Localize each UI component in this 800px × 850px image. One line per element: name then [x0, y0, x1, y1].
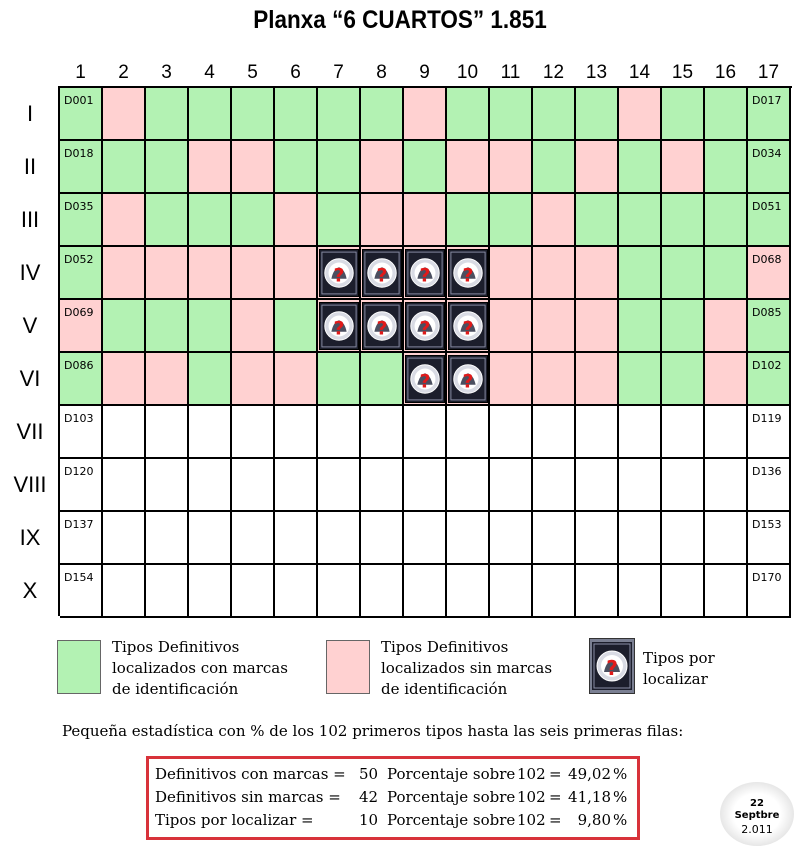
row-header-I: I	[26, 101, 34, 126]
stats-pct: 9,80	[577, 811, 611, 829]
stats-base: 102	[517, 765, 546, 783]
plate-cell	[748, 459, 791, 512]
plate-cell	[576, 141, 619, 194]
plate-cell	[146, 512, 189, 565]
column-header-13: 13	[585, 62, 608, 83]
plate-cell	[275, 194, 318, 247]
stats-text: Porcentaje sobre	[387, 788, 516, 806]
column-header-16: 16	[714, 62, 737, 83]
legend-green-text	[112, 637, 288, 700]
plate-cell	[619, 512, 662, 565]
plate-cell	[361, 194, 404, 247]
stats-base: 102	[517, 811, 546, 829]
plate-cell	[748, 300, 791, 353]
plate-cell	[705, 565, 748, 618]
plate-cell	[533, 247, 576, 300]
plate-cell	[275, 459, 318, 512]
cell-type-label: D136	[752, 465, 782, 478]
legend-green-line-2: localizados con marcas	[112, 659, 288, 677]
plate-cell	[189, 88, 232, 141]
stats-text: Porcentaje sobre	[387, 765, 516, 783]
cell-type-label: D068	[752, 253, 782, 266]
plate-cell	[232, 300, 275, 353]
plate-cell	[447, 300, 490, 353]
cell-type-label: D052	[64, 253, 94, 266]
plate-cell	[533, 406, 576, 459]
row-header-X: X	[22, 578, 38, 603]
plate-cell	[619, 459, 662, 512]
plate-cell	[533, 88, 576, 141]
plate-cell	[232, 459, 275, 512]
plate-cell	[404, 459, 447, 512]
plate-cell	[361, 565, 404, 618]
date-month: Septbre	[734, 810, 780, 821]
column-header-7: 7	[333, 62, 344, 83]
plate-cell	[404, 300, 447, 353]
cell-type-label: D120	[64, 465, 94, 478]
plate-cell	[705, 353, 748, 406]
stamp-question-icon	[319, 249, 359, 297]
legend-green-swatch	[57, 640, 101, 694]
svg-text:?: ?	[606, 656, 618, 680]
stats-count: 42	[359, 788, 379, 806]
plate-cell	[318, 88, 361, 141]
stamp-question-icon	[362, 302, 402, 350]
svg-text:?: ?	[462, 264, 474, 287]
plate-cell	[533, 512, 576, 565]
stamp-question-icon	[405, 355, 445, 403]
plate-cell	[748, 194, 791, 247]
stamp-question-icon	[448, 355, 488, 403]
plate-cell	[576, 565, 619, 618]
plate-cell	[662, 194, 705, 247]
plate-cell	[576, 459, 619, 512]
plate-cell	[103, 512, 146, 565]
plate-cell	[103, 353, 146, 406]
stats-sign: %	[613, 765, 628, 783]
plate-cell	[275, 512, 318, 565]
column-header-10: 10	[456, 62, 479, 83]
svg-text:?: ?	[376, 264, 388, 287]
plate-cell	[146, 300, 189, 353]
stats-label: Tipos por localizar =	[155, 811, 314, 829]
legend-stamp-line-2: localizar	[643, 670, 708, 688]
stats-pct: 41,18	[568, 788, 611, 806]
legend-green-line-3: de identificación	[112, 680, 239, 698]
date-seal	[720, 782, 794, 846]
plate-cell	[275, 353, 318, 406]
plate-cell	[318, 247, 361, 300]
plate-cell	[490, 459, 533, 512]
plate-cell	[404, 406, 447, 459]
plate-cell	[189, 512, 232, 565]
plate-cell	[619, 406, 662, 459]
plate-cell	[275, 88, 318, 141]
plate-cell	[189, 141, 232, 194]
plate-cell	[361, 512, 404, 565]
cell-type-label: D034	[752, 147, 782, 160]
plate-cell	[275, 141, 318, 194]
plate-cell	[533, 300, 576, 353]
plate-cell	[60, 512, 103, 565]
column-header-17: 17	[757, 62, 780, 83]
plate-cell	[619, 88, 662, 141]
cell-type-label: D069	[64, 306, 94, 319]
plate-cell	[189, 194, 232, 247]
date-day: 22	[750, 798, 764, 809]
plate-cell	[103, 459, 146, 512]
plate-cell	[705, 406, 748, 459]
plate-cell	[447, 565, 490, 618]
column-header-8: 8	[376, 62, 387, 83]
plate-cell	[490, 406, 533, 459]
plate-cell	[705, 247, 748, 300]
plate-cell	[490, 247, 533, 300]
plate-cell	[103, 141, 146, 194]
cell-type-label: D103	[64, 412, 94, 425]
svg-text:?: ?	[419, 317, 431, 340]
plate-cell	[490, 512, 533, 565]
plate-cell	[146, 406, 189, 459]
plate-cell	[189, 406, 232, 459]
plate-cell	[232, 565, 275, 618]
plate-cell	[60, 300, 103, 353]
cell-type-label: D102	[752, 359, 782, 372]
column-header-3: 3	[161, 62, 172, 83]
plate-cell	[146, 459, 189, 512]
plate-cell	[705, 194, 748, 247]
cell-type-label: D035	[64, 200, 94, 213]
column-header-9: 9	[419, 62, 430, 83]
plate-cell	[619, 141, 662, 194]
legend-pink-line-3: de identificación	[381, 680, 508, 698]
column-header-5: 5	[247, 62, 258, 83]
plate-cell	[318, 194, 361, 247]
plate-cell	[490, 300, 533, 353]
plate-cell	[60, 406, 103, 459]
column-header-6: 6	[290, 62, 301, 83]
plate-cell	[361, 353, 404, 406]
stats-sign: %	[613, 788, 628, 806]
plate-cell	[619, 300, 662, 353]
cell-type-label: D017	[752, 94, 782, 107]
column-header-12: 12	[542, 62, 565, 83]
plate-cell	[60, 194, 103, 247]
stamp-question-icon	[448, 302, 488, 350]
row-header-III: III	[20, 207, 40, 232]
plate-cell	[748, 565, 791, 618]
plate-cell	[146, 88, 189, 141]
cell-type-label: D086	[64, 359, 94, 372]
stats-label: Definitivos con marcas =	[155, 765, 346, 783]
plate-cell	[318, 141, 361, 194]
row-header-VIII: VIII	[13, 472, 47, 497]
plate-cell	[404, 141, 447, 194]
plate-cell	[748, 512, 791, 565]
plate-cell	[533, 141, 576, 194]
plate-cell	[361, 406, 404, 459]
plate-cell	[275, 565, 318, 618]
stats-eq: =	[549, 788, 562, 806]
plate-cell	[60, 459, 103, 512]
plate-cell	[60, 565, 103, 618]
plate-cell	[619, 565, 662, 618]
page-title: Planxa “6 CUARTOS” 1.851	[253, 6, 547, 34]
plate-cell	[318, 353, 361, 406]
plate-cell	[318, 406, 361, 459]
plate-grid	[58, 86, 792, 616]
plate-cell	[361, 459, 404, 512]
svg-text:?: ?	[333, 264, 345, 287]
column-header-4: 4	[204, 62, 215, 83]
svg-text:?: ?	[333, 317, 345, 340]
stats-intro: Pequeña estadística con % de los 102 primeros tipos hasta las seis primeras filas:	[62, 722, 684, 740]
plate-cell	[447, 141, 490, 194]
plate-cell	[318, 565, 361, 618]
plate-cell	[60, 141, 103, 194]
plate-cell	[576, 353, 619, 406]
plate-cell	[60, 88, 103, 141]
plate-cell	[705, 141, 748, 194]
row-header-VI: VI	[19, 366, 41, 391]
plate-cell	[361, 141, 404, 194]
plate-cell	[576, 300, 619, 353]
plate-cell	[404, 565, 447, 618]
plate-cell	[103, 300, 146, 353]
plate-cell	[705, 459, 748, 512]
stats-box	[146, 756, 640, 840]
cell-type-label: D119	[752, 412, 782, 425]
plate-cell	[533, 194, 576, 247]
svg-text:?: ?	[419, 370, 431, 393]
row-header-IV: IV	[19, 260, 41, 285]
plate-cell	[662, 88, 705, 141]
plate-cell	[619, 353, 662, 406]
stats-eq: =	[549, 765, 562, 783]
cell-type-label: D001	[64, 94, 94, 107]
plate-cell	[705, 512, 748, 565]
plate-cell	[490, 194, 533, 247]
plate-cell	[533, 459, 576, 512]
cell-type-label: D170	[752, 571, 782, 584]
cell-type-label: D085	[752, 306, 782, 319]
plate-cell	[275, 300, 318, 353]
plate-cell	[404, 88, 447, 141]
column-header-14: 14	[628, 62, 651, 83]
plate-cell	[447, 194, 490, 247]
plate-cell	[146, 353, 189, 406]
stats-label: Definitivos sin marcas =	[155, 788, 341, 806]
cell-type-label: D137	[64, 518, 94, 531]
plate-cell	[447, 88, 490, 141]
column-header-1: 1	[75, 62, 86, 83]
plate-cell	[404, 247, 447, 300]
plate-cell	[619, 247, 662, 300]
stamp-question-icon	[405, 249, 445, 297]
plate-cell	[232, 88, 275, 141]
plate-cell	[447, 353, 490, 406]
stamp-question-icon	[319, 302, 359, 350]
svg-text:?: ?	[462, 370, 474, 393]
plate-cell	[103, 88, 146, 141]
plate-cell	[189, 459, 232, 512]
row-header-V: V	[22, 313, 38, 338]
svg-text:?: ?	[376, 317, 388, 340]
plate-cell	[619, 194, 662, 247]
plate-cell	[748, 88, 791, 141]
plate-cell	[189, 300, 232, 353]
plate-cell	[318, 459, 361, 512]
plate-cell	[361, 88, 404, 141]
legend-green-line-1: Tipos Definitivos	[112, 638, 240, 656]
stats-text: Porcentaje sobre	[387, 811, 516, 829]
plate-cell	[447, 512, 490, 565]
plate-cell	[447, 406, 490, 459]
legend-pink-swatch	[326, 640, 370, 694]
stamp-question-icon	[405, 302, 445, 350]
plate-cell	[490, 565, 533, 618]
plate-cell	[576, 406, 619, 459]
plate-cell	[275, 247, 318, 300]
plate-cell	[404, 194, 447, 247]
stats-base: 102	[517, 788, 546, 806]
plate-cell	[662, 247, 705, 300]
plate-cell	[576, 247, 619, 300]
plate-cell	[60, 247, 103, 300]
stats-eq: =	[549, 811, 562, 829]
stats-count: 50	[359, 765, 379, 783]
stamp-question-icon	[589, 638, 635, 694]
stats-pct: 49,02	[568, 765, 611, 783]
legend-pink-text	[381, 637, 552, 700]
plate-cell	[662, 565, 705, 618]
plate-cell	[318, 300, 361, 353]
plate-cell	[60, 353, 103, 406]
plate-cell	[748, 247, 791, 300]
plate-cell	[404, 353, 447, 406]
cell-type-label: D153	[752, 518, 782, 531]
plate-cell	[662, 353, 705, 406]
plate-cell	[576, 88, 619, 141]
plate-cell	[662, 300, 705, 353]
plate-cell	[189, 353, 232, 406]
plate-cell	[232, 247, 275, 300]
plate-cell	[232, 512, 275, 565]
legend-pink-line-2: localizados sin marcas	[381, 659, 553, 677]
plate-cell	[232, 406, 275, 459]
plate-cell	[404, 512, 447, 565]
stamp-question-icon	[362, 249, 402, 297]
plate-cell	[361, 300, 404, 353]
plate-cell	[447, 247, 490, 300]
plate-cell	[103, 406, 146, 459]
svg-text:?: ?	[462, 317, 474, 340]
plate-cell	[662, 141, 705, 194]
date-year: 2.011	[741, 823, 773, 836]
plate-cell	[103, 565, 146, 618]
legend-pink-line-1: Tipos Definitivos	[381, 638, 509, 656]
plate-cell	[447, 459, 490, 512]
plate-cell	[705, 300, 748, 353]
plate-cell	[576, 194, 619, 247]
column-header-2: 2	[118, 62, 129, 83]
stats-sign: %	[613, 811, 628, 829]
cell-type-label: D018	[64, 147, 94, 160]
plate-cell	[662, 406, 705, 459]
plate-cell	[189, 565, 232, 618]
plate-cell	[232, 194, 275, 247]
svg-text:?: ?	[419, 264, 431, 287]
plate-cell	[318, 512, 361, 565]
cell-type-label: D051	[752, 200, 782, 213]
plate-cell	[490, 141, 533, 194]
plate-cell	[533, 565, 576, 618]
plate-cell	[103, 247, 146, 300]
plate-cell	[662, 459, 705, 512]
plate-cell	[189, 247, 232, 300]
plate-cell	[146, 247, 189, 300]
plate-cell	[533, 353, 576, 406]
cell-type-label: D154	[64, 571, 94, 584]
plate-cell	[748, 406, 791, 459]
plate-cell	[146, 565, 189, 618]
legend-stamp-text	[643, 648, 715, 690]
legend-stamp-line-1: Tipos por	[643, 649, 715, 667]
column-header-11: 11	[500, 62, 521, 83]
plate-cell	[146, 194, 189, 247]
plate-cell	[705, 88, 748, 141]
plate-cell	[748, 353, 791, 406]
plate-cell	[576, 512, 619, 565]
row-header-VII: VII	[16, 419, 44, 444]
column-header-15: 15	[671, 62, 694, 83]
plate-cell	[146, 141, 189, 194]
row-header-II: II	[23, 154, 37, 179]
plate-cell	[490, 353, 533, 406]
row-header-IX: IX	[19, 525, 41, 550]
plate-cell	[662, 512, 705, 565]
plate-cell	[103, 194, 146, 247]
plate-cell	[232, 353, 275, 406]
plate-cell	[748, 141, 791, 194]
plate-cell	[232, 141, 275, 194]
stats-count: 10	[359, 811, 379, 829]
plate-cell	[490, 88, 533, 141]
stamp-question-icon	[448, 249, 488, 297]
plate-cell	[361, 247, 404, 300]
plate-cell	[275, 406, 318, 459]
